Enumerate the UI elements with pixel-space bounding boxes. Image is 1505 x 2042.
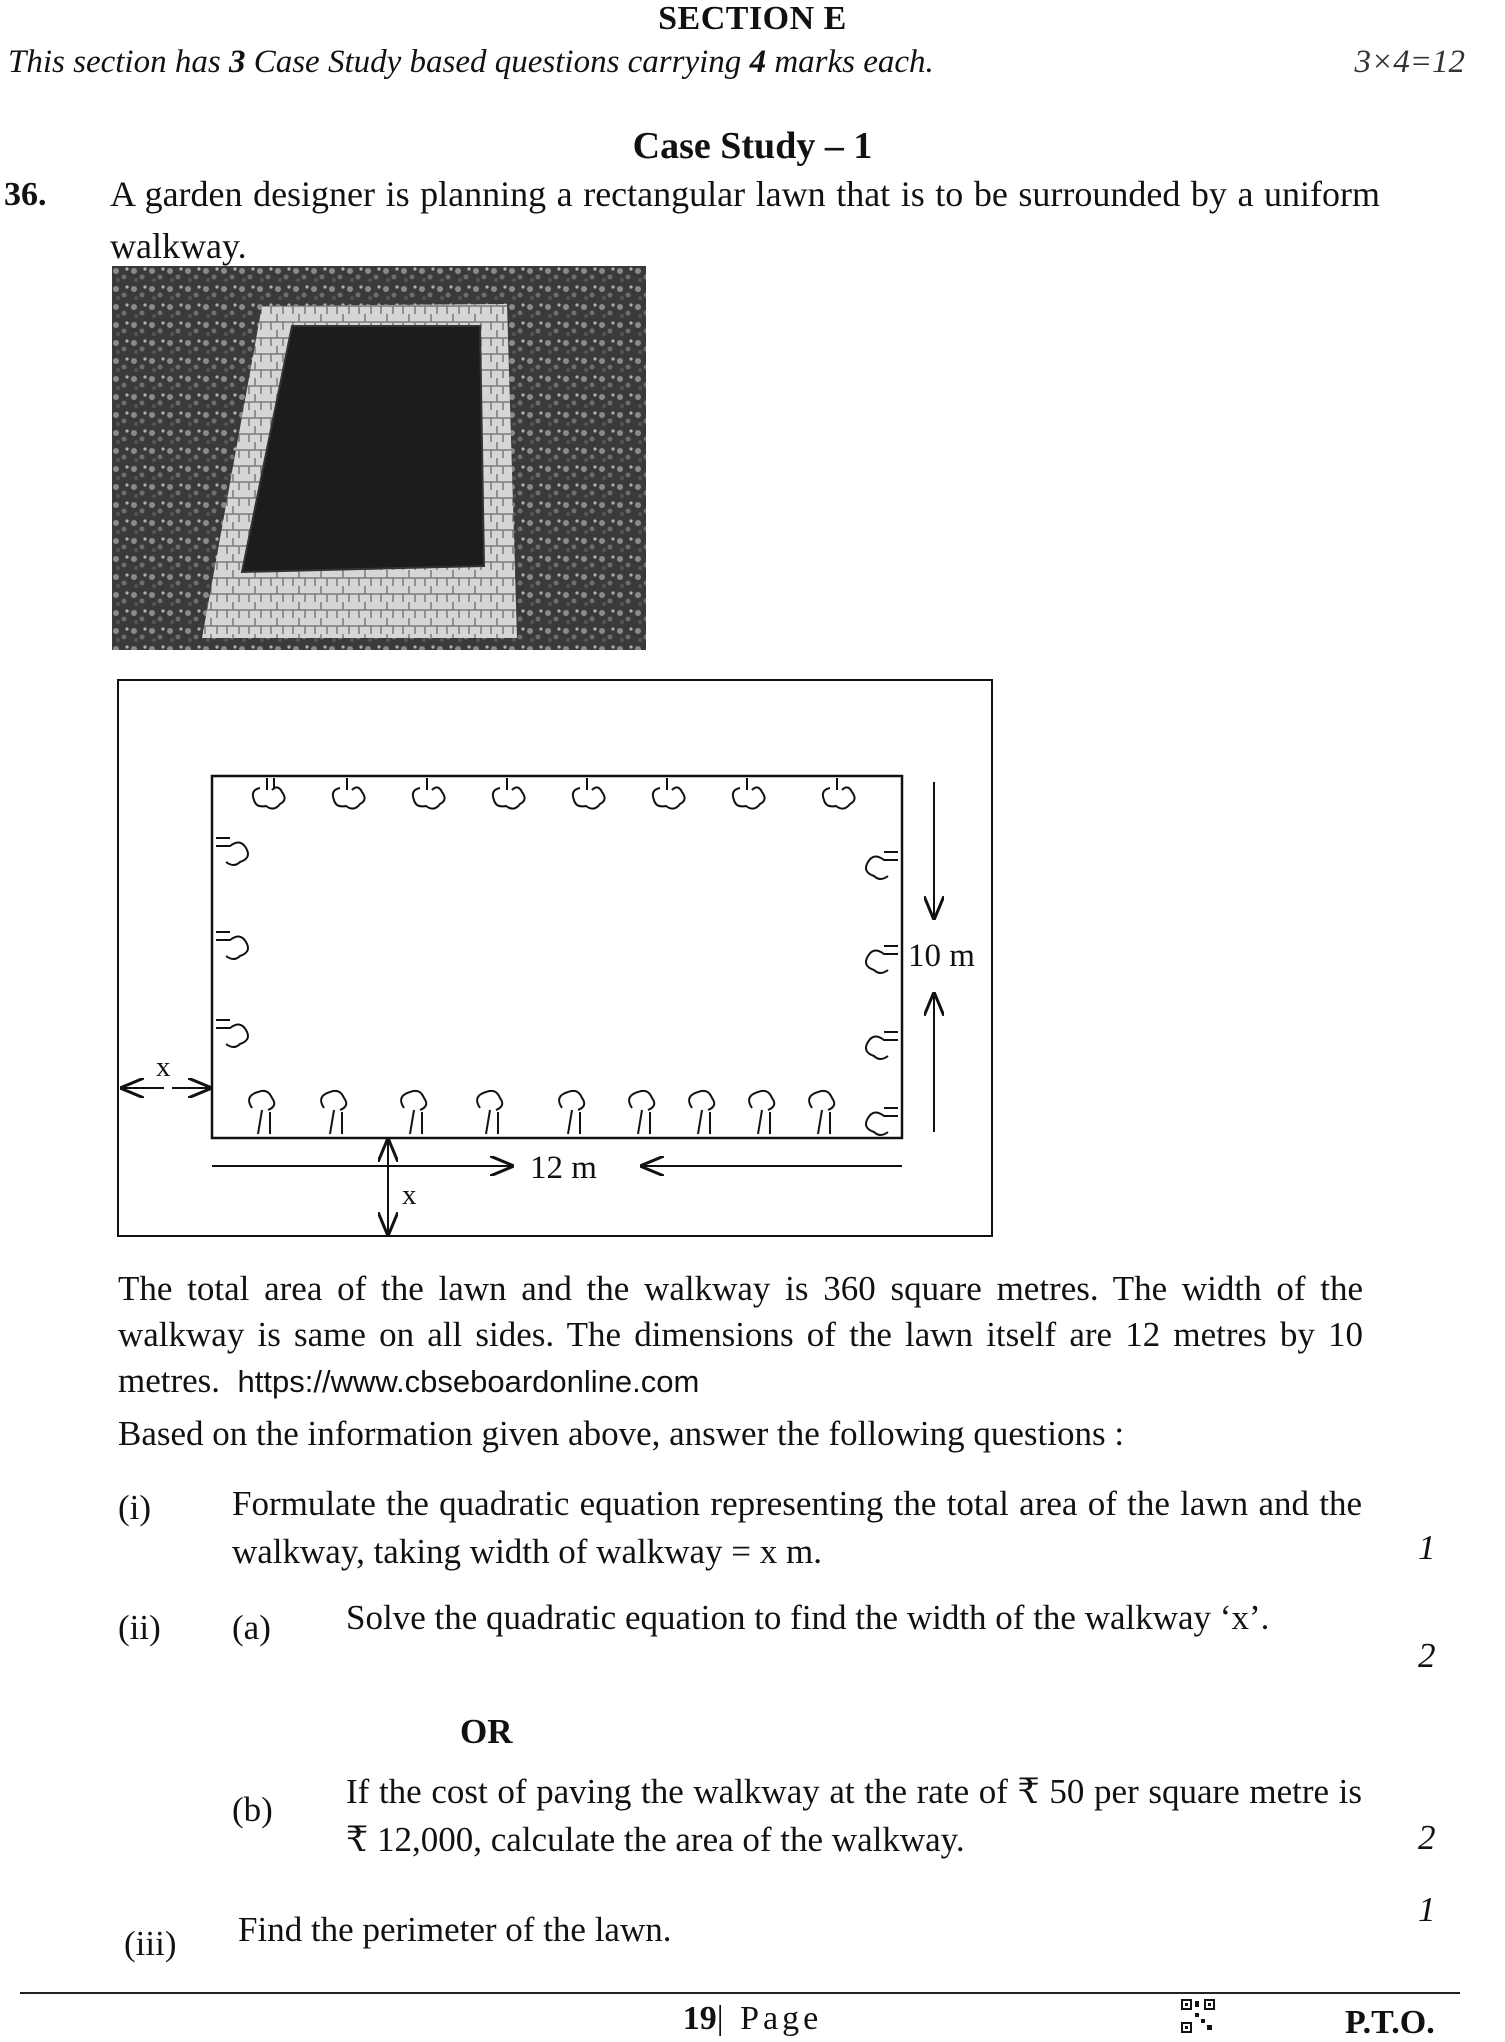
q2a-marks: 2 xyxy=(1418,1636,1436,1675)
q1-number: (i) xyxy=(118,1488,152,1527)
lawn-walkway-diagram xyxy=(112,676,998,1242)
shrub-icon xyxy=(733,778,765,809)
question-intro: A garden designer is planning a rectangular lawn that is to be surrounded by a uniform walkway. xyxy=(110,174,1380,266)
tree-icon xyxy=(321,1091,346,1134)
q3-marks: 1 xyxy=(1418,1890,1436,1929)
shrub-icons xyxy=(216,778,898,1135)
page-number: 19| Page xyxy=(682,2000,823,2037)
questions-lead: Based on the information given above, answer the following questions : xyxy=(118,1414,1125,1453)
shrub-icon xyxy=(866,852,898,879)
tree-icon xyxy=(559,1091,584,1134)
q2b-marks: 2 xyxy=(1418,1818,1436,1857)
garden-photo xyxy=(112,266,646,650)
shrub-icon xyxy=(333,778,365,809)
tree-icon xyxy=(809,1091,834,1134)
q1-marks: 1 xyxy=(1418,1528,1436,1567)
q2b-sub: (b) xyxy=(232,1790,273,1829)
tree-icon xyxy=(689,1091,714,1134)
shrub-icon xyxy=(866,1032,898,1059)
shrub-icon xyxy=(653,778,685,809)
shrub-icon xyxy=(823,778,855,809)
shrub-icon xyxy=(413,778,445,809)
q2b-text: If the cost of paving the walkway at the rate of ₹ 50 per square metre is ₹ 12,000, calculate the area of the walkway. xyxy=(346,1772,1362,1859)
walkway-width-label-bottom: x xyxy=(402,1179,417,1211)
tree-icon xyxy=(477,1091,502,1134)
width-label: 10 m xyxy=(908,938,975,974)
section-title: SECTION E xyxy=(658,0,847,37)
lawn-rectangle xyxy=(212,776,902,1138)
section-marks-total: 3×4=12 xyxy=(1354,44,1465,80)
question-number: 36. xyxy=(4,176,47,213)
shrub-icon xyxy=(573,778,605,809)
q2a-text: Solve the quadratic equation to find the width of the walkway ‘x’. xyxy=(346,1598,1270,1637)
tree-icon xyxy=(629,1091,654,1134)
tree-icon xyxy=(249,1091,274,1134)
shrub-icon xyxy=(216,838,248,865)
walkway-width-label-side: x xyxy=(156,1051,171,1083)
length-label: 12 m xyxy=(530,1150,597,1186)
case-description: The total area of the lawn and the walkway is 360 square metres. The width of the walkway is same on all sides. The dimensions of the lawn itself are 12 metres by 10 metres. https://www.cbseboardonline.com xyxy=(118,1269,1363,1400)
pto-label: P.T.O. xyxy=(1345,2004,1435,2041)
shrub-icon xyxy=(866,946,898,973)
shrub-icon xyxy=(216,932,248,959)
q1-text: Formulate the quadratic equation representing the total area of the lawn and the walkway, taking width of walkway = x m. xyxy=(232,1484,1362,1571)
q3-text: Find the perimeter of the lawn. xyxy=(238,1910,672,1949)
q2-number: (ii) xyxy=(118,1608,161,1647)
tree-icon xyxy=(749,1091,774,1134)
shrub-icon xyxy=(493,778,525,809)
watermark-url: https://www.cbseboardonline.com xyxy=(237,1364,700,1399)
section-instructions: This section has 3 Case Study based questions carrying 4 marks each. xyxy=(8,44,934,80)
shrub-icon xyxy=(253,778,285,809)
qr-code-icon xyxy=(1180,1998,1216,2034)
case-study-title: Case Study – 1 xyxy=(632,125,873,167)
q3-number: (iii) xyxy=(124,1924,177,1963)
q2a-sub: (a) xyxy=(232,1608,271,1647)
shrub-icon xyxy=(216,1020,248,1047)
footer-rule xyxy=(20,1992,1460,1994)
shrub-icon xyxy=(866,1108,898,1135)
tree-icon xyxy=(401,1091,426,1134)
or-divider: OR xyxy=(460,1712,513,1751)
